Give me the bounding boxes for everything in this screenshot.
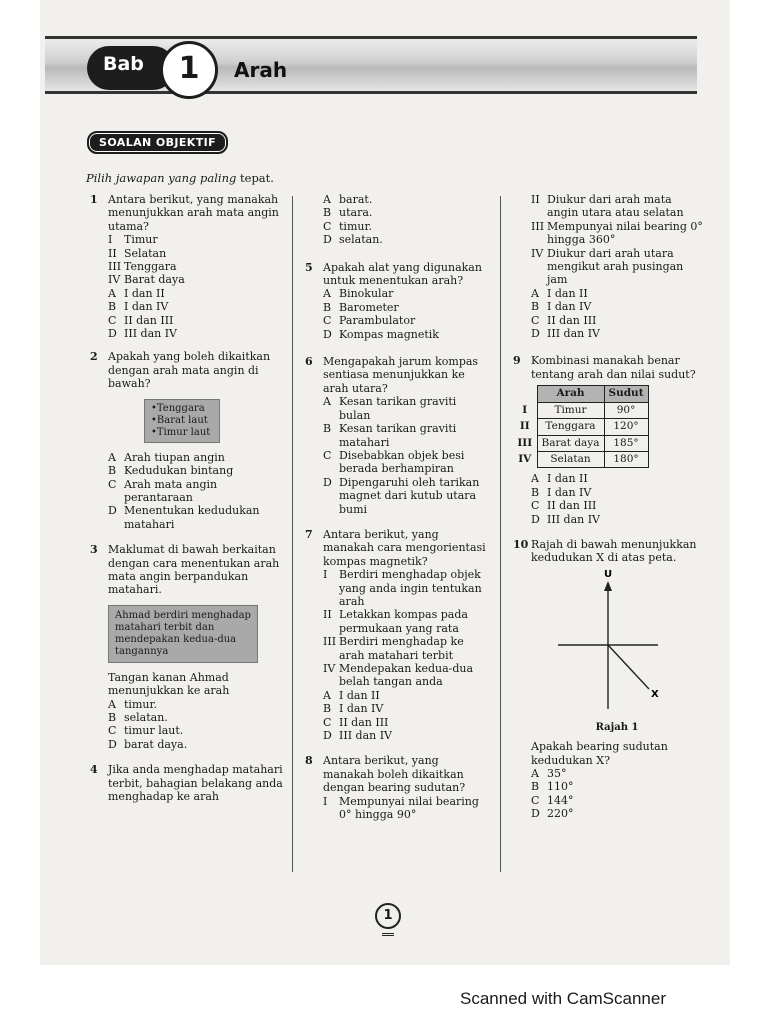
chapter-title: Arah bbox=[234, 58, 288, 82]
question-text: Jika anda menghadap matahari terbit, bahagian belakang anda menghadap ke arah bbox=[108, 763, 283, 803]
statement-item bbox=[513, 220, 703, 247]
cell-angle: 180° bbox=[604, 451, 648, 467]
option-text: I dan IV bbox=[547, 300, 592, 314]
question-5 bbox=[305, 261, 490, 341]
option-text: III dan IV bbox=[339, 729, 393, 743]
option-letter: D bbox=[323, 233, 332, 247]
point-x-label: X bbox=[651, 688, 659, 700]
question-7 bbox=[305, 528, 490, 743]
answer-option bbox=[90, 478, 285, 505]
option-text: Kompas magnetik bbox=[339, 327, 439, 341]
cell-angle: 185° bbox=[604, 435, 648, 451]
statement-text: Selatan bbox=[124, 246, 167, 260]
question-9 bbox=[513, 354, 703, 525]
statement-item bbox=[305, 635, 490, 662]
answer-option bbox=[90, 724, 285, 737]
option-text: 110° bbox=[547, 780, 574, 794]
question-text: Mengapakah jarum kompas sentiasa menunjukkan ke arah utara? bbox=[323, 355, 479, 395]
question-1 bbox=[90, 193, 285, 340]
answer-option bbox=[305, 476, 490, 516]
option-letter: A bbox=[323, 193, 331, 206]
direction-box bbox=[144, 399, 220, 443]
box-item: • Barat laut bbox=[151, 415, 213, 427]
row-numeral: II bbox=[519, 420, 530, 433]
option-letter: A bbox=[108, 286, 116, 300]
option-letter: B bbox=[531, 300, 540, 314]
option-letter: D bbox=[108, 504, 117, 518]
statement-numeral: III bbox=[108, 260, 122, 274]
statement-item bbox=[305, 568, 490, 608]
question-10 bbox=[513, 538, 703, 821]
option-text: timur laut. bbox=[124, 724, 184, 738]
section-label: SOALAN OBJEKTIF bbox=[87, 131, 228, 154]
option-text: Kedudukan bintang bbox=[124, 464, 234, 478]
option-letter: D bbox=[323, 729, 332, 743]
option-letter: A bbox=[323, 688, 331, 702]
option-letter: D bbox=[323, 475, 332, 489]
option-letter: C bbox=[323, 219, 332, 233]
option-letter: C bbox=[323, 715, 332, 729]
cell-direction: Barat daya bbox=[537, 435, 604, 451]
option-text: Arah mata angin perantaraan bbox=[124, 477, 218, 504]
option-text: I dan IV bbox=[124, 300, 169, 314]
question-number: 5 bbox=[305, 260, 313, 274]
answer-option bbox=[513, 486, 703, 499]
option-text: III dan IV bbox=[547, 512, 601, 526]
bab-label: Bab bbox=[87, 46, 175, 90]
question-number: 3 bbox=[90, 543, 98, 557]
option-letter: B bbox=[531, 485, 540, 499]
answer-option bbox=[513, 314, 703, 327]
answer-option bbox=[305, 395, 490, 422]
option-letter: B bbox=[323, 422, 332, 436]
question-number: 4 bbox=[90, 763, 98, 777]
instruction-normal: tepat. bbox=[240, 171, 274, 185]
question-4 bbox=[90, 763, 285, 803]
question-number: 7 bbox=[305, 527, 313, 541]
chapter-number: 1 bbox=[160, 41, 218, 99]
answer-option bbox=[90, 300, 285, 313]
north-arrow-icon bbox=[604, 581, 612, 591]
answer-option bbox=[305, 206, 490, 219]
option-text: barat daya. bbox=[124, 737, 188, 751]
statement-item bbox=[90, 260, 285, 273]
option-text: Barometer bbox=[339, 300, 399, 314]
statement-numeral: III bbox=[531, 219, 545, 233]
statement-text: Mendepakan kedua-dua belah tangan anda bbox=[339, 662, 474, 689]
statement-numeral: IV bbox=[108, 273, 121, 287]
question-8 bbox=[305, 754, 490, 821]
option-text: Binokular bbox=[339, 287, 394, 301]
statement-text: Mempunyai nilai bearing 0° hingga 360° bbox=[547, 219, 703, 247]
bearing-line bbox=[608, 645, 649, 689]
option-text: I dan II bbox=[124, 286, 165, 300]
statement-text: Diukur dari arah mata angin utara atau selatan bbox=[547, 193, 684, 220]
question-text: Maklumat di bawah berkaitan dengan cara menentukan arah mata angin berpandukan matahari. bbox=[108, 543, 280, 597]
question-3 bbox=[90, 543, 285, 751]
cell-angle: 90° bbox=[604, 402, 648, 418]
option-letter: C bbox=[531, 793, 540, 807]
column-divider bbox=[500, 196, 501, 872]
answer-option bbox=[90, 314, 285, 327]
option-letter: A bbox=[531, 286, 539, 300]
option-text: II dan III bbox=[547, 499, 597, 513]
answer-option bbox=[513, 767, 703, 780]
option-letter: B bbox=[108, 464, 117, 478]
option-text: barat. bbox=[339, 193, 373, 206]
answer-option bbox=[513, 499, 703, 512]
direction-angle-table bbox=[513, 385, 649, 468]
question-stem: Apakah bearing sudutan kedudukan X? bbox=[531, 740, 668, 767]
option-letter: A bbox=[531, 472, 539, 486]
question-6 bbox=[305, 355, 490, 516]
statement-item bbox=[305, 608, 490, 635]
option-letter: A bbox=[108, 450, 116, 464]
instruction bbox=[86, 171, 274, 185]
question-text: Antara berikut, yang manakah boleh dikaitkan dengan bearing sudutan? bbox=[323, 754, 466, 795]
option-text: selatan. bbox=[124, 710, 168, 724]
column-3 bbox=[513, 193, 703, 821]
option-letter: B bbox=[108, 710, 117, 724]
column-divider bbox=[292, 196, 293, 872]
option-text: utara. bbox=[339, 206, 373, 220]
statement-text: Berdiri menghadap ke arah matahari terbit bbox=[339, 635, 464, 662]
table-row bbox=[513, 451, 648, 467]
answer-option bbox=[90, 504, 285, 531]
option-text: Dipengaruhi oleh tarikan magnet dari kutub utara bumi bbox=[339, 475, 480, 516]
option-letter: C bbox=[323, 448, 332, 462]
statement-numeral: II bbox=[323, 608, 332, 622]
option-text: Kesan tarikan graviti bulan bbox=[339, 395, 457, 422]
page-number: 1 bbox=[375, 903, 401, 929]
question-text: Kombinasi manakah benar tentang arah dan nilai sudut? bbox=[531, 354, 696, 381]
statement-numeral: I bbox=[323, 794, 328, 808]
option-text: I dan II bbox=[547, 286, 588, 300]
statement-item bbox=[305, 662, 490, 689]
option-letter: C bbox=[531, 499, 540, 513]
answer-option bbox=[305, 702, 490, 715]
table-row bbox=[513, 419, 648, 435]
answer-option bbox=[90, 738, 285, 751]
question-number: 8 bbox=[305, 754, 313, 768]
answer-option bbox=[90, 451, 285, 464]
option-text: timur. bbox=[339, 219, 372, 233]
instruction-italic: Pilih jawapan yang paling bbox=[86, 171, 237, 185]
question-number: 6 bbox=[305, 355, 313, 369]
answer-option bbox=[513, 327, 703, 340]
statement-numeral: II bbox=[108, 246, 117, 260]
column-2 bbox=[305, 193, 490, 821]
question-text: Rajah di bawah menunjukkan kedudukan X di atas peta. bbox=[531, 537, 697, 565]
question-text: Antara berikut, yang manakah menunjukkan arah mata angin utama? bbox=[108, 193, 279, 233]
table-row bbox=[513, 402, 648, 418]
row-numeral: III bbox=[517, 436, 533, 449]
option-letter: A bbox=[323, 287, 331, 301]
question-text: Apakah alat yang digunakan untuk menentukan arah? bbox=[323, 260, 482, 288]
answer-option bbox=[513, 780, 703, 793]
bearing-diagram bbox=[553, 569, 663, 719]
statement-numeral: IV bbox=[323, 662, 336, 675]
option-text: timur. bbox=[124, 697, 157, 711]
option-text: III dan IV bbox=[124, 327, 178, 341]
cell-direction: Selatan bbox=[537, 451, 604, 467]
option-text: Parambulator bbox=[339, 314, 416, 328]
north-label: U bbox=[604, 568, 613, 580]
option-letter: B bbox=[323, 300, 332, 314]
option-letter: A bbox=[323, 395, 331, 409]
statement-numeral: II bbox=[531, 193, 540, 206]
option-letter: C bbox=[108, 724, 117, 738]
question-stem: Tangan kanan Ahmad menunjukkan ke arah bbox=[108, 670, 230, 698]
option-text: 144° bbox=[547, 793, 574, 807]
answer-option bbox=[305, 716, 490, 729]
option-letter: B bbox=[323, 206, 332, 220]
answer-option bbox=[513, 300, 703, 313]
row-numeral: IV bbox=[518, 452, 532, 465]
statement-item bbox=[513, 247, 703, 287]
statement-text: Diukur dari arah utara mengikut arah pusingan jam bbox=[547, 246, 684, 287]
answer-option bbox=[305, 220, 490, 233]
option-letter: C bbox=[108, 477, 117, 491]
box-item: • Tenggara bbox=[151, 403, 213, 415]
answer-option bbox=[513, 794, 703, 807]
answer-option bbox=[305, 287, 490, 300]
answer-option bbox=[90, 287, 285, 300]
answer-option bbox=[305, 422, 490, 449]
info-box: Ahmad berdiri menghadap matahari terbit dan mendepakan kedua-dua tangannya bbox=[108, 605, 258, 663]
option-text: II dan III bbox=[124, 313, 174, 327]
cell-direction: Tenggara bbox=[537, 419, 604, 435]
statement-numeral: IV bbox=[531, 246, 544, 260]
box-item: • Timur laut bbox=[151, 427, 213, 439]
answer-option bbox=[305, 314, 490, 327]
statement-item bbox=[90, 273, 285, 286]
page-number-stand bbox=[382, 928, 394, 936]
option-text: II dan III bbox=[547, 313, 597, 327]
option-letter: D bbox=[108, 737, 117, 751]
option-letter: B bbox=[323, 702, 332, 716]
option-text: Menentukan kedudukan matahari bbox=[124, 504, 260, 531]
statement-text: Timur bbox=[124, 233, 158, 247]
option-text: III dan IV bbox=[547, 327, 601, 341]
cell-direction: Timur bbox=[537, 402, 604, 418]
option-letter: D bbox=[108, 327, 117, 341]
column-1 bbox=[90, 193, 285, 803]
answer-option bbox=[305, 729, 490, 742]
statement-item bbox=[90, 247, 285, 260]
statement-text: Berdiri menghadap objek yang anda ingin tentukan arah bbox=[339, 568, 482, 608]
option-letter: C bbox=[108, 313, 117, 327]
answer-option bbox=[513, 513, 703, 526]
option-text: I dan IV bbox=[547, 485, 592, 499]
option-letter: A bbox=[531, 766, 539, 780]
answer-option bbox=[90, 711, 285, 724]
answer-option bbox=[90, 698, 285, 711]
option-text: II dan III bbox=[339, 715, 389, 729]
option-text: Arah tiupan angin bbox=[124, 450, 225, 464]
option-letter: D bbox=[531, 512, 540, 526]
answer-option bbox=[513, 287, 703, 300]
statement-numeral: I bbox=[108, 233, 113, 247]
answer-option bbox=[305, 689, 490, 702]
answer-option bbox=[90, 327, 285, 340]
option-text: 35° bbox=[547, 766, 567, 780]
question-text: Antara berikut, yang manakah cara mengorientasi kompas magnetik? bbox=[323, 527, 486, 568]
question-number: 9 bbox=[513, 354, 521, 368]
answer-option bbox=[305, 233, 490, 246]
statement-item bbox=[90, 233, 285, 246]
bearing-diagram-svg bbox=[553, 569, 663, 719]
cell-angle: 120° bbox=[604, 419, 648, 435]
option-letter: D bbox=[323, 327, 332, 341]
option-text: selatan. bbox=[339, 233, 383, 247]
option-text: I dan IV bbox=[339, 702, 384, 716]
statement-item bbox=[305, 795, 490, 822]
answer-option bbox=[513, 472, 703, 485]
option-letter: B bbox=[531, 780, 540, 794]
statement-numeral: I bbox=[323, 568, 328, 582]
option-text: I dan II bbox=[339, 688, 380, 702]
row-numeral: I bbox=[522, 403, 528, 416]
scanner-watermark: Scanned with CamScanner bbox=[460, 989, 667, 1008]
question-number: 1 bbox=[90, 193, 98, 206]
answer-option bbox=[90, 464, 285, 477]
option-letter: C bbox=[323, 314, 332, 328]
option-letter: B bbox=[108, 300, 117, 314]
answer-option bbox=[305, 328, 490, 341]
question-text: Apakah yang boleh dikaitkan dengan arah mata angin di bawah? bbox=[108, 350, 271, 391]
statement-text: Mempunyai nilai bearing 0° hingga 90° bbox=[339, 794, 479, 822]
answer-option bbox=[305, 449, 490, 476]
statement-text: Tenggara bbox=[124, 260, 177, 274]
table-header: Sudut bbox=[604, 386, 648, 402]
answer-option bbox=[305, 193, 490, 206]
option-letter: D bbox=[531, 327, 540, 341]
table-row bbox=[513, 435, 648, 451]
option-text: 220° bbox=[547, 807, 574, 821]
answer-option bbox=[305, 301, 490, 314]
diagram-caption: Rajah 1 bbox=[595, 721, 639, 733]
answer-option bbox=[513, 807, 703, 820]
question-2 bbox=[90, 350, 285, 531]
statement-text: Barat daya bbox=[124, 273, 185, 287]
option-letter: C bbox=[531, 313, 540, 327]
option-text: Kesan tarikan graviti matahari bbox=[339, 422, 457, 449]
statement-item bbox=[513, 193, 703, 220]
option-text: I dan II bbox=[547, 472, 588, 486]
statement-numeral: III bbox=[323, 635, 337, 649]
option-text: Disebabkan objek besi berada berhampiran bbox=[339, 448, 465, 476]
table-header: Arah bbox=[537, 386, 604, 402]
question-number: 2 bbox=[90, 350, 98, 364]
option-letter: A bbox=[108, 697, 116, 711]
statement-text: Letakkan kompas pada permukaan yang rata bbox=[339, 608, 468, 635]
option-letter: D bbox=[531, 807, 540, 821]
question-number: 10 bbox=[513, 537, 529, 551]
